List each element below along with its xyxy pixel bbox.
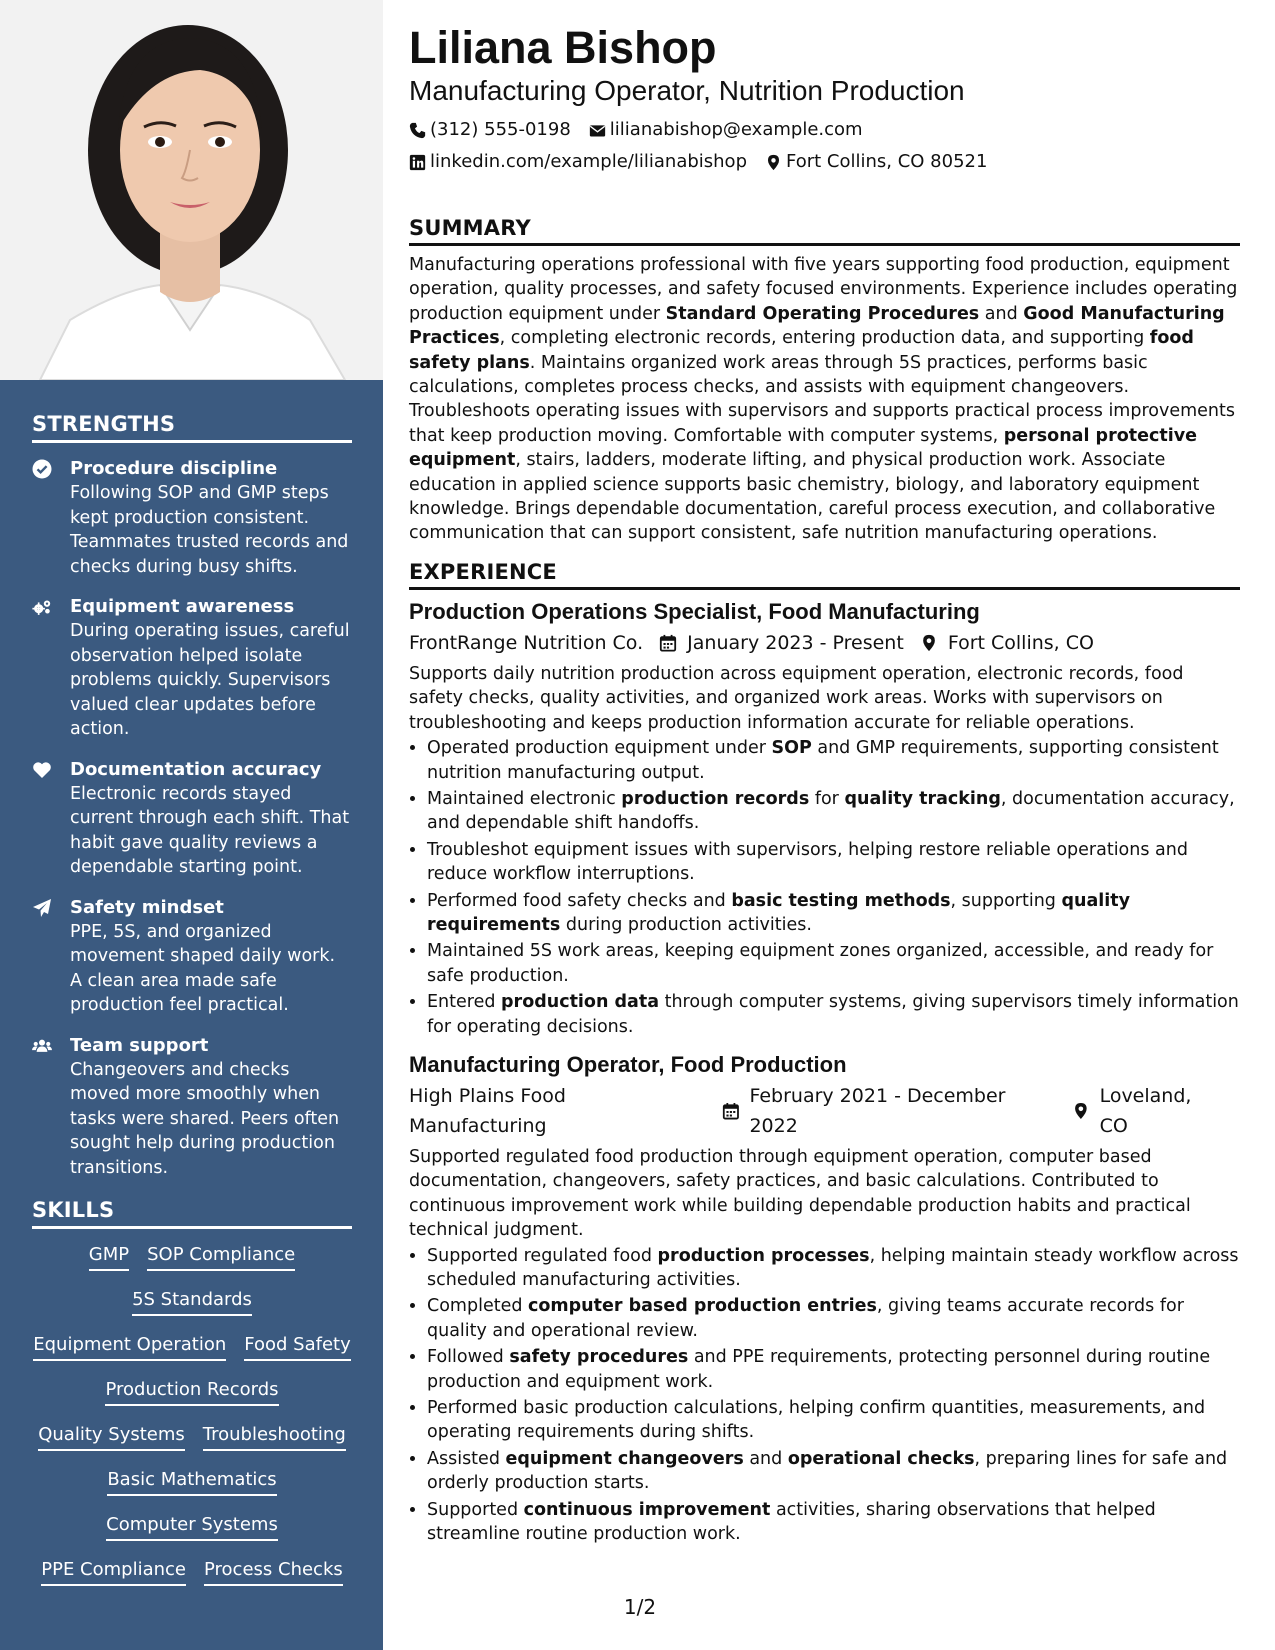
job-entry	[409, 1051, 1240, 1547]
linkedin-url[interactable]: linkedin.com/example/lilianabishop	[430, 151, 747, 172]
main-content	[409, 22, 1240, 1548]
job-description: Supports daily nutrition production across equipment operation, electronic records, food safety checks, quality activities, and organized work areas. Works with supervisors on troubleshooting and keeps production information accurate for reliable operations.	[409, 663, 1184, 733]
job-location: Loveland, CO	[1099, 1084, 1192, 1137]
sidebar	[0, 0, 383, 1650]
location-text: Fort Collins, CO 80521	[786, 151, 988, 172]
candidate-role: Manufacturing Operator, Nutrition Production	[409, 75, 965, 106]
paper-plane-icon	[32, 896, 70, 1018]
skill-tag: Quality Systems	[38, 1423, 185, 1451]
skill-tag: Food Safety	[244, 1333, 350, 1361]
job-title: Production Operations Specialist, Food Manufacturing	[409, 598, 980, 624]
phone-icon	[409, 122, 426, 139]
strength-item	[32, 1034, 352, 1181]
job-company: FrontRange Nutrition Co.	[409, 631, 644, 654]
skill-tag: 5S Standards	[132, 1288, 252, 1316]
users-icon	[32, 1034, 70, 1181]
job-meta	[409, 628, 1240, 658]
skill-tag: GMP	[89, 1243, 129, 1271]
emphasis-text: personal protective equipment	[409, 425, 1197, 471]
sidebar-content	[32, 412, 352, 1603]
strength-description: Electronic records stayed current through each shift. That habit gave quality reviews a dependable starting point.	[70, 783, 350, 877]
phone-contact	[409, 114, 571, 146]
skill-tag: Troubleshooting	[203, 1423, 346, 1451]
emphasis-text: production data	[501, 992, 660, 1013]
job-dates: February 2021 - December 2022	[749, 1084, 1006, 1137]
skills-row	[32, 1243, 352, 1271]
emphasis-text: production processes	[657, 1245, 870, 1266]
skill-tag: Process Checks	[204, 1558, 343, 1586]
skills-list	[32, 1243, 352, 1586]
summary-text: Manufacturing operations professional with five years supporting food production, equipment operation, quality processes, and safety focused environments. Experience includes operating production equipment under Standard Operating Procedures and Good Manufacturing Practices, completing electronic records, entering production data, and supporting food safety plans. Maintains organized work areas through 5S practices, performs basic calculations, completes process checks, and assists with equipment changeovers. Troubleshoots operating issues with supervisors and supports practical process improvements that keep production moving. Comfortable with computer systems, personal protective equipment, stairs, ladders, moderate lifting, and physical production work. Associate education in applied science supports basic chemistry, biology, and laboratory equipment knowledge. Brings dependable documentation, careful process execution, and collaborative communication that can support consistent, safe nutrition manufacturing operations.	[409, 255, 1238, 544]
email-address[interactable]: lilianabishop@example.com	[609, 119, 863, 140]
emphasis-text: SOP	[771, 738, 812, 759]
emphasis-text: computer based production entries	[528, 1296, 877, 1317]
job-dates-group	[722, 1081, 1056, 1141]
strength-description: Following SOP and GMP steps kept production consistent. Teammates trusted records and checks during busy shifts.	[70, 483, 349, 577]
job-meta	[409, 1081, 1240, 1141]
contact-row	[409, 146, 1240, 178]
phone-number: (312) 555-0198	[430, 119, 571, 140]
job-bullet: • Performed basic production calculations, helping confirm quantities, measurements, and operating requirements during shifts.	[427, 1396, 1240, 1445]
emphasis-text: equipment changeovers	[505, 1448, 744, 1469]
skills-row	[32, 1333, 352, 1361]
job-location-group	[920, 628, 1094, 658]
job-bullet: • Troubleshot equipment issues with supervisors, helping restore reliable operations and reduce workflow interruptions.	[427, 838, 1240, 887]
skill-tag: Computer Systems	[106, 1513, 278, 1541]
emphasis-text: quality requirements	[427, 890, 1131, 935]
skill-tag: Equipment Operation	[33, 1333, 226, 1361]
emphasis-text: safety procedures	[509, 1347, 689, 1368]
linkedin-contact[interactable]	[409, 146, 747, 178]
candidate-name: Liliana Bishop	[409, 22, 717, 73]
portrait-illustration	[0, 0, 383, 380]
job-bullet: • Performed food safety checks and basic testing methods, supporting quality requirements during production activities.	[427, 889, 1240, 938]
emphasis-text: food safety plans	[409, 328, 1194, 373]
strength-description: Changeovers and checks moved more smoothly when tasks were shared. Peers often sought help during production transitions.	[70, 1059, 340, 1178]
envelope-icon	[589, 122, 606, 139]
map-pin-icon	[765, 154, 782, 171]
email-contact[interactable]	[589, 114, 863, 146]
check-circle-icon	[32, 457, 70, 579]
calendar-icon	[722, 1102, 740, 1120]
summary-heading: SUMMARY	[409, 216, 1240, 246]
gears-icon	[32, 595, 70, 742]
skill-tag: PPE Compliance	[41, 1558, 186, 1586]
strength-item	[32, 457, 352, 579]
strength-title: Equipment awareness	[70, 596, 295, 617]
skills-heading: SKILLS	[32, 1198, 352, 1229]
skills-row	[32, 1513, 352, 1541]
experience-heading: EXPERIENCE	[409, 560, 1240, 590]
calendar-icon	[659, 634, 677, 652]
strength-title: Team support	[70, 1034, 209, 1056]
job-bullets	[409, 1244, 1240, 1547]
emphasis-text: continuous improvement	[523, 1499, 771, 1520]
skill-tag: Basic Mathematics	[107, 1468, 276, 1496]
job-bullet: • Operated production equipment under SOP and GMP requirements, supporting consistent nutrition manufacturing output.	[427, 736, 1240, 785]
job-bullets	[409, 736, 1240, 1039]
job-bullet: • Assisted equipment changeovers and operational checks, preparing lines for safe and orderly production starts.	[427, 1447, 1240, 1496]
strengths-heading: STRENGTHS	[32, 412, 352, 443]
emphasis-text: basic testing methods	[731, 890, 951, 911]
job-bullet: • Entered production data through computer systems, giving supervisors timely information for operating decisions.	[427, 990, 1240, 1039]
heart-icon	[32, 758, 70, 880]
job-dates-group	[659, 628, 904, 658]
job-location: Fort Collins, CO	[947, 631, 1094, 654]
strength-title: Safety mindset	[70, 896, 224, 918]
job-bullet: • Supported regulated food production processes, helping maintain steady workflow across scheduled manufacturing activities.	[427, 1244, 1240, 1293]
emphasis-text: operational checks	[787, 1448, 975, 1469]
skills-row	[32, 1558, 352, 1586]
job-dates: January 2023 - Present	[687, 631, 904, 654]
profile-photo	[0, 0, 383, 380]
strength-description: During operating issues, careful observation helped isolate problems quickly. Supervisors valued clear updates before action.	[70, 621, 350, 739]
skill-tag: SOP Compliance	[147, 1243, 295, 1271]
skills-row	[32, 1468, 352, 1496]
emphasis-text: quality tracking	[844, 788, 1001, 809]
skill-tag: Production Records	[105, 1378, 278, 1406]
location-contact	[765, 146, 987, 178]
job-bullet: • Maintained 5S work areas, keeping equipment zones organized, accessible, and ready for safe production.	[427, 939, 1240, 988]
strength-item	[32, 758, 352, 880]
job-title: Manufacturing Operator, Food Production	[409, 1051, 847, 1077]
contact-row	[409, 114, 1240, 146]
strength-description: PPE, 5S, and organized movement shaped daily work. A clean area made safe production feel practical.	[70, 921, 336, 1015]
linkedin-icon	[409, 154, 426, 171]
job-bullet: • Completed computer based production entries, giving teams accurate records for quality and operational review.	[427, 1294, 1240, 1343]
skills-row	[32, 1423, 352, 1451]
emphasis-text: Good Manufacturing Practices	[409, 303, 1225, 349]
emphasis-text: production records	[621, 788, 810, 809]
map-pin-icon	[1072, 1102, 1090, 1120]
strength-title: Procedure discipline	[70, 458, 278, 479]
emphasis-text: Standard Operating Procedures	[665, 303, 980, 324]
page-number: 1/2	[623, 1595, 657, 1619]
job-company: High Plains Food Manufacturing	[409, 1084, 566, 1137]
skills-row	[32, 1288, 352, 1316]
strength-item	[32, 896, 352, 1018]
skills-row	[32, 1378, 352, 1406]
job-description: Supported regulated food production through equipment operation, computer based documentation, changeovers, safety practices, and basic calculations. Contributed to continuous improvement work while building dependable production habits and practical technical judgment.	[409, 1146, 1191, 1241]
strength-title: Documentation accuracy	[70, 758, 322, 780]
job-location-group	[1072, 1081, 1224, 1141]
job-bullet: • Supported continuous improvement activities, sharing observations that helped streamline routine production work.	[427, 1498, 1240, 1547]
map-pin-icon	[920, 634, 938, 652]
job-bullet: • Maintained electronic production records for quality tracking, documentation accuracy, and dependable shift handoffs.	[427, 787, 1240, 836]
job-bullet: • Followed safety procedures and PPE requirements, protecting personnel during routine production and equipment work.	[427, 1345, 1240, 1394]
strength-item	[32, 595, 352, 742]
job-entry	[409, 598, 1240, 1039]
